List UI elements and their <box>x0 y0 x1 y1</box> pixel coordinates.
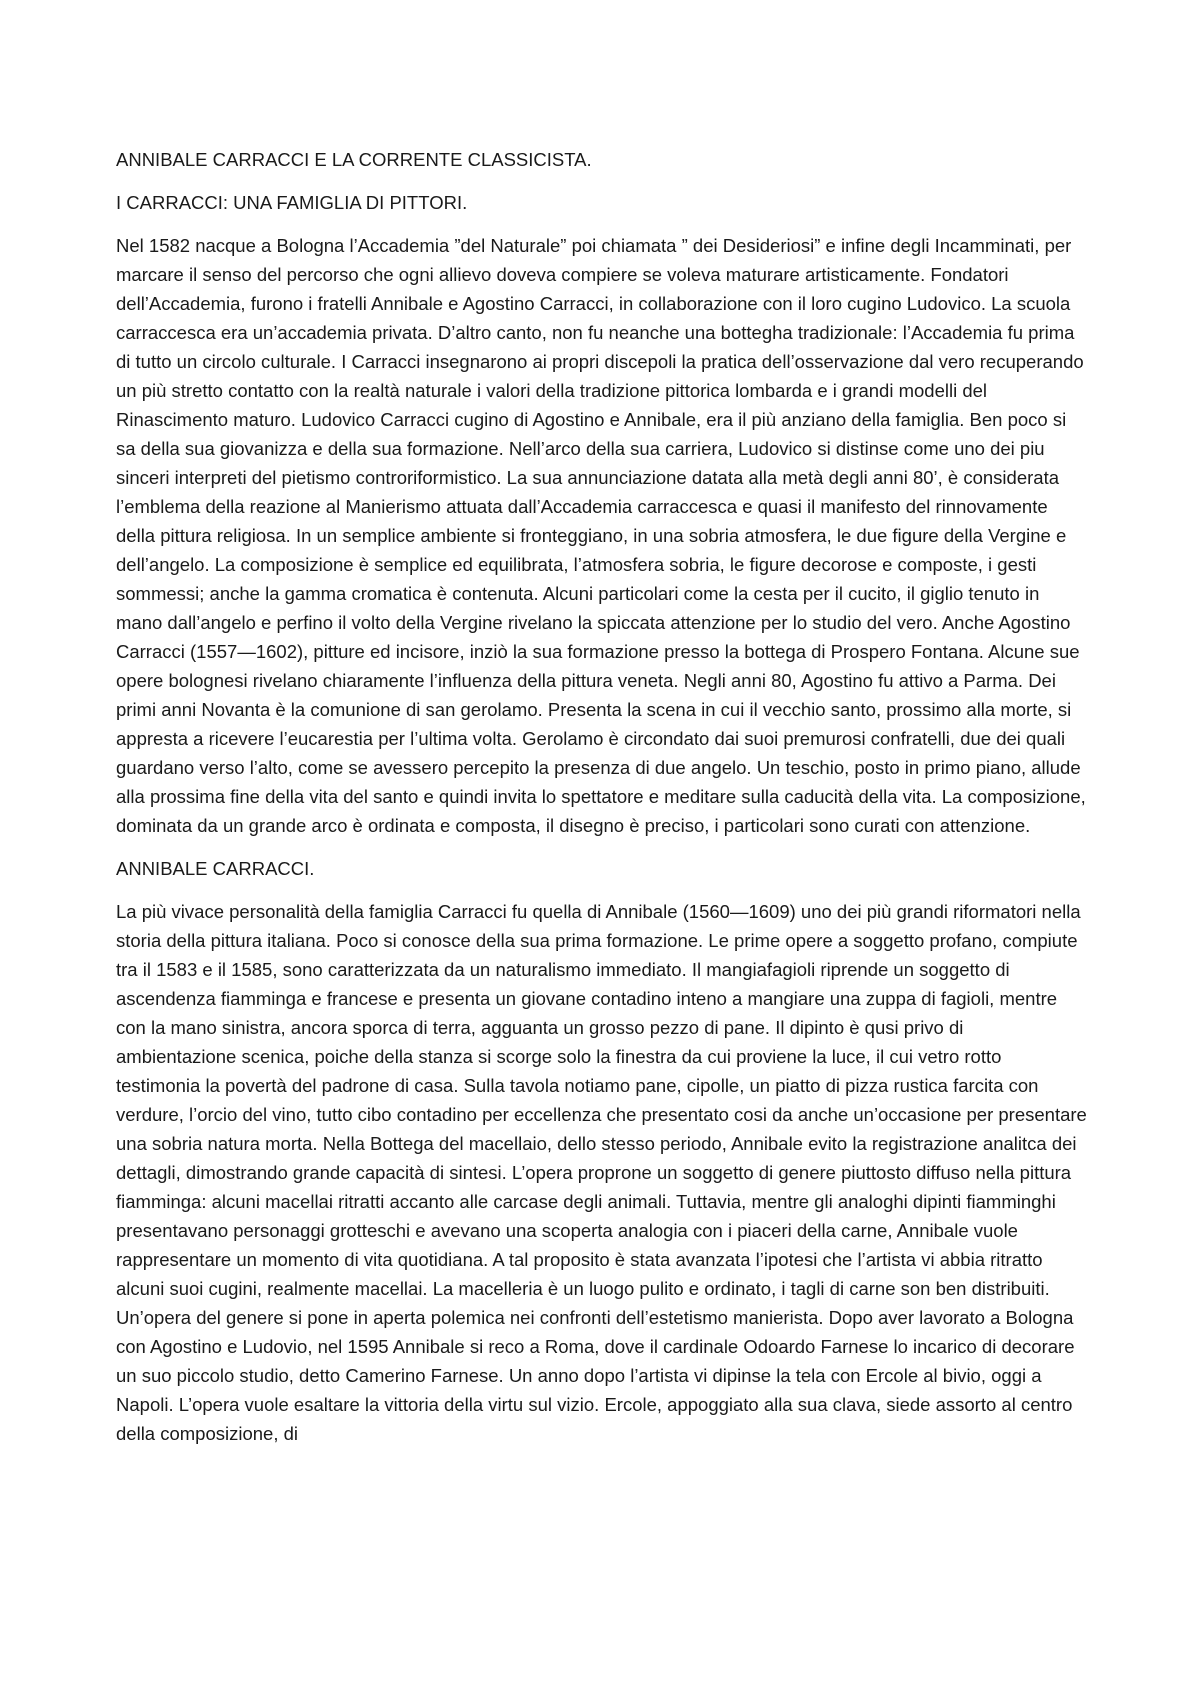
paragraph-annibale: La più vivace personalità della famiglia Carracci fu quella di Annibale (1560—1609) uno dei più grandi riformatori nella storia della pittura italiana. Poco si conosce della sua prima formazione. Le prime opere a soggetto profano, compiute tra il 1583 e il 1585, sono caratterizzata da un naturalismo immediato. Il mangiafagioli riprende un soggetto di ascendenza fiamminga e francese e presenta un giovane contadino inteno a mangiare una zuppa di fagioli, mentre con la mano sinistra, ancora sporca di terra, agguanta un grosso pezzo di pane. Il dipinto è qusi privo di ambientazione scenica, poiche della stanza si scorge solo la finestra da cui proviene la luce, il cui vetro rotto testimonia la povertà del padrone di casa. Sulla tavola notiamo pane, cipolle, un piatto di pizza rustica farcita con verdure, l’orcio del vino, tutto cibo contadino per eccellenza che presentato cosi da anche un’occasione per presentare una sobria natura morta. Nella Bottega del macellaio, dello stesso periodo, Annibale evito la registrazione analitca dei dettagli, dimostrando grande capacità di sintesi. L’opera proprone un soggetto di genere piuttosto diffuso nella pittura fiamminga: alcuni macellai ritratti accanto alle carcase degli animali. Tuttavia, mentre gli analoghi dipinti fiamminghi presentavano personaggi grotteschi e avevano una scoperta analogia con i piaceri della carne, Annibale vuole rappresentare un momento di vita quotidiana. A tal proposito è stata avanzata l’ipotesi che l’artista vi abbia ritratto alcuni suoi cugini, realmente macellai. La macelleria è un luogo pulito e ordinato, i tagli di carne son ben distribuiti. Un’opera del genere si pone in aperta polemica nei confronti dell’estetismo manierista. Dopo aver lavorato a Bologna con Agostino e Ludovio, nel 1595 Annibale si reco a Roma, dove il cardinale Odoardo Farnese lo incarico di decorare un suo piccolo studio, detto Camerino Farnese. Un anno dopo l’artista vi dipinse la tela con Ercole al bivio, oggi a Napoli. L’opera vuole esaltare la vittoria della virtu sul vizio. Ercole, appoggiato alla sua clava, siede assorto al centro della composizione, di <box>116 901 1087 1444</box>
paragraph-carracci-family: Nel 1582 nacque a Bologna l’Accademia ”del Naturale” poi chiamata ” dei Desideriosi” e infine degli Incamminati, per marcare il senso del percorso che ogni allievo doveva compiere se voleva maturare artisticamente. Fondatori dell’Accademia, furono i fratelli Annibale e Agostino Carracci, in collaborazione con il loro cugino Ludovico. La scuola carraccesca era un’accademia privata. D’altro canto, non fu neanche una bottegha tradizionale: l’Accademia fu prima di tutto un circolo culturale. I Carracci insegnarono ai propri discepoli la pratica dell’osservazione dal vero recuperando un più stretto contatto con la realtà naturale i valori della tradizione pittorica lombarda e i grandi modelli del Rinascimento maturo. Ludovico Carracci cugino di Agostino e Annibale, era il più anziano della famiglia. Ben poco si sa della sua giovanizza e della sua formazione. Nell’arco della sua carriera, Ludovico si distinse come uno dei piu sinceri interpreti del pietismo controriformistico. La sua annunciazione datata alla metà degli anni 80’, è considerata l’emblema della reazione al Manierismo attuata dall’Accademia carraccesca e quasi il manifesto del rinnovamente della pittura religiosa. In un semplice ambiente si fronteggiano, in una sobria atmosfera, le due figure della Vergine e dell’angelo. La composizione è semplice ed equilibrata, l’atmosfera sobria, le figure decorose e composte, i gesti sommessi; anche la gamma cromatica è contenuta. Alcuni particolari come la cesta per il cucito, il giglio tenuto in mano dall’angelo e perfino il volto della Vergine rivelano la spiccata attenzione per lo studio del vero. Anche Agostino Carracci (1557—1602), pitture ed incisore, inziò la sua formazione presso la bottega di Prospero Fontana. Alcune sue opere bolognesi rivelano chiaramente l’influenza della pittura veneta. Negli anni 80, Agostino fu attivo a Parma. Dei primi anni Novanta è la comunione di san gerolamo. Presenta la scena in cui il vecchio santo, prossimo alla morte, si appresta a ricevere l’eucarestia per l’ultima volta. Gerolamo è circondato dai suoi premurosi confratelli, due dei quali guardano verso l’alto, come se avessero percepito la presenza di due angelo. Un teschio, posto in primo piano, allude alla prossima fine della vita del santo e quindi invita lo spettatore e meditare sulla caducità della vita. La composizione, dominata da un grande arco è ordinata e composta, il disegno è preciso, i particolari sono curati con attenzione. <box>116 235 1086 836</box>
document-title: ANNIBALE CARRACCI E LA CORRENTE CLASSICISTA. <box>116 149 592 170</box>
section-heading-annibale: ANNIBALE CARRACCI. <box>116 858 315 879</box>
document-body <box>116 145 1088 1462</box>
section-heading-carracci-family: I CARRACCI: UNA FAMIGLIA DI PITTORI. <box>116 192 468 213</box>
